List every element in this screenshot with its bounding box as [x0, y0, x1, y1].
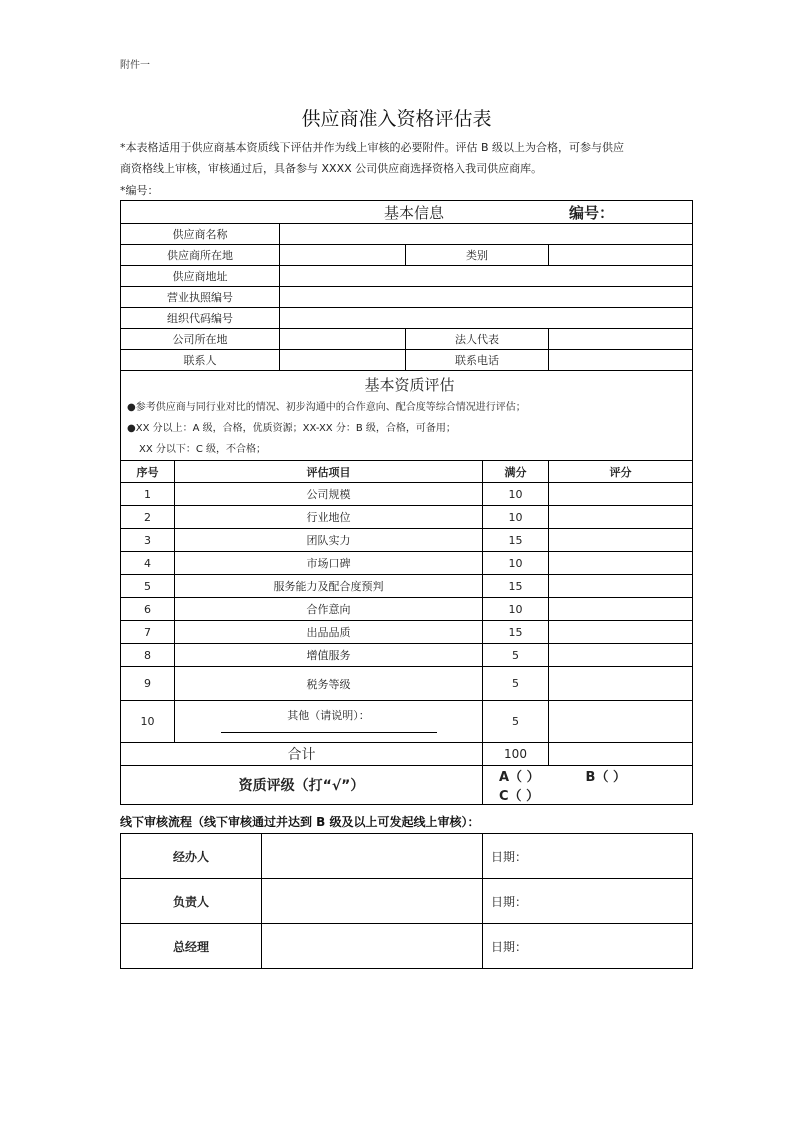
flow-role: 负责人 [121, 879, 262, 924]
flow-signature-field[interactable] [262, 924, 483, 969]
contact-field[interactable] [280, 350, 406, 371]
row-score-field[interactable] [549, 667, 693, 701]
row-item: 出品品质 [175, 621, 483, 644]
company-location-field[interactable] [280, 329, 406, 350]
category-field[interactable] [549, 245, 693, 266]
row-no: 10 [121, 701, 175, 743]
row-score-field[interactable] [549, 621, 693, 644]
row-item: 公司规模 [175, 483, 483, 506]
form-note [120, 137, 680, 179]
basic-number-label: 编号： [569, 204, 615, 222]
basic-info-header [121, 201, 693, 224]
row-max: 15 [483, 575, 549, 598]
supplier-location-field[interactable] [280, 245, 406, 266]
category-label: 类别 [406, 245, 549, 266]
qualification-line-2: ●XX 分以上：A 级，合格，优质资源；XX-XX 分：B 级，合格，可备用； [127, 423, 456, 434]
table-row [121, 483, 693, 506]
annex-label: 附件一 [120, 60, 150, 71]
supplier-address-label: 供应商地址 [121, 266, 280, 287]
table-row [121, 879, 693, 924]
total-score-field[interactable] [549, 743, 693, 766]
row-item: 行业地位 [175, 506, 483, 529]
row-no: 3 [121, 529, 175, 552]
company-location-label: 公司所在地 [121, 329, 280, 350]
table-row [121, 529, 693, 552]
row-max: 5 [483, 667, 549, 701]
row-item: 税务等级 [175, 667, 483, 701]
row-max: 10 [483, 598, 549, 621]
row-score-field[interactable] [549, 598, 693, 621]
license-no-field[interactable] [280, 287, 693, 308]
row-score-field[interactable] [549, 644, 693, 667]
col-header-score: 评分 [549, 461, 693, 483]
table-row [121, 701, 693, 743]
contact-label: 联系人 [121, 350, 280, 371]
row-max: 5 [483, 701, 549, 743]
row-no: 1 [121, 483, 175, 506]
row-item: 合作意向 [175, 598, 483, 621]
grade-label: 资质评级（打“√”） [121, 766, 483, 805]
flow-date[interactable]: 日期： [483, 924, 693, 969]
row-score-field[interactable] [549, 552, 693, 575]
row-item-other [175, 701, 483, 743]
qualification-line-3: XX 分以下：C 级，不合格； [139, 444, 267, 455]
row-no: 2 [121, 506, 175, 529]
row-score-field[interactable] [549, 483, 693, 506]
table-row [121, 506, 693, 529]
table-row [121, 834, 693, 879]
col-header-no: 序号 [121, 461, 175, 483]
row-no: 4 [121, 552, 175, 575]
grade-a-option[interactable]: A（ ） [499, 770, 540, 785]
review-flow-table [120, 833, 693, 969]
supplier-location-label: 供应商所在地 [121, 245, 280, 266]
supplier-name-label: 供应商名称 [121, 224, 280, 245]
row-item: 增值服务 [175, 644, 483, 667]
total-value: 100 [483, 743, 549, 766]
number-label: *编号： [120, 184, 159, 197]
table-row [121, 924, 693, 969]
flow-signature-field[interactable] [262, 834, 483, 879]
row-no: 8 [121, 644, 175, 667]
note-line-1: *本表格适用于供应商基本资质线下评估并作为线上审核的必要附件。评估 B 级以上为合格，可参与供应 [120, 141, 625, 154]
table-row [121, 575, 693, 598]
table-row [121, 621, 693, 644]
grade-b-option[interactable]: B（ ） [585, 770, 626, 785]
row-score-field[interactable] [549, 701, 693, 743]
row-max: 10 [483, 552, 549, 575]
page-title: 供应商准入资格评估表 [301, 108, 492, 130]
supplier-name-field[interactable] [280, 224, 693, 245]
row-score-field[interactable] [549, 529, 693, 552]
row-score-field[interactable] [549, 575, 693, 598]
evaluation-table [120, 200, 693, 805]
row-no: 9 [121, 667, 175, 701]
row-max: 5 [483, 644, 549, 667]
row-no: 7 [121, 621, 175, 644]
row-no: 6 [121, 598, 175, 621]
qualification-section [121, 371, 693, 461]
grade-options [483, 766, 693, 805]
table-row [121, 552, 693, 575]
note-line-2: 商资格线上审核，审核通过后，具备参与 XXXX 公司供应商选择资格入我司供应商库。 [120, 162, 543, 175]
col-header-item: 评估项目 [175, 461, 483, 483]
col-header-max: 满分 [483, 461, 549, 483]
flow-role: 经办人 [121, 834, 262, 879]
table-row [121, 598, 693, 621]
qualification-title: 基本资质评估 [364, 376, 455, 394]
qualification-line-1: ●参考供应商与同行业对比的情况、初步沟通中的合作意向、配合度等综合情况进行评估； [127, 402, 526, 413]
legal-rep-field[interactable] [549, 329, 693, 350]
row-max: 10 [483, 483, 549, 506]
org-code-field[interactable] [280, 308, 693, 329]
table-row [121, 644, 693, 667]
row-max: 15 [483, 529, 549, 552]
phone-field[interactable] [549, 350, 693, 371]
total-label: 合计 [121, 743, 483, 766]
row-item: 服务能力及配合度预判 [175, 575, 483, 598]
review-flow-title: 线下审核流程（线下审核通过并达到 B 级及以上可发起线上审核）： [120, 815, 480, 829]
row-item: 市场口碑 [175, 552, 483, 575]
flow-date[interactable]: 日期： [483, 834, 693, 879]
flow-date[interactable]: 日期： [483, 879, 693, 924]
row-item: 团队实力 [175, 529, 483, 552]
other-explain-line[interactable] [221, 724, 437, 733]
flow-signature-field[interactable] [262, 879, 483, 924]
table-row [121, 667, 693, 701]
license-no-label: 营业执照编号 [121, 287, 280, 308]
row-item: 其他（请说明）： [287, 709, 370, 722]
grade-c-option[interactable]: C（ ） [499, 789, 540, 804]
row-max: 10 [483, 506, 549, 529]
basic-info-title: 基本信息 [384, 204, 445, 222]
phone-label: 联系电话 [406, 350, 549, 371]
row-max: 15 [483, 621, 549, 644]
row-score-field[interactable] [549, 506, 693, 529]
legal-rep-label: 法人代表 [406, 329, 549, 350]
org-code-label: 组织代码编号 [121, 308, 280, 329]
flow-role: 总经理 [121, 924, 262, 969]
row-no: 5 [121, 575, 175, 598]
supplier-address-field[interactable] [280, 266, 693, 287]
